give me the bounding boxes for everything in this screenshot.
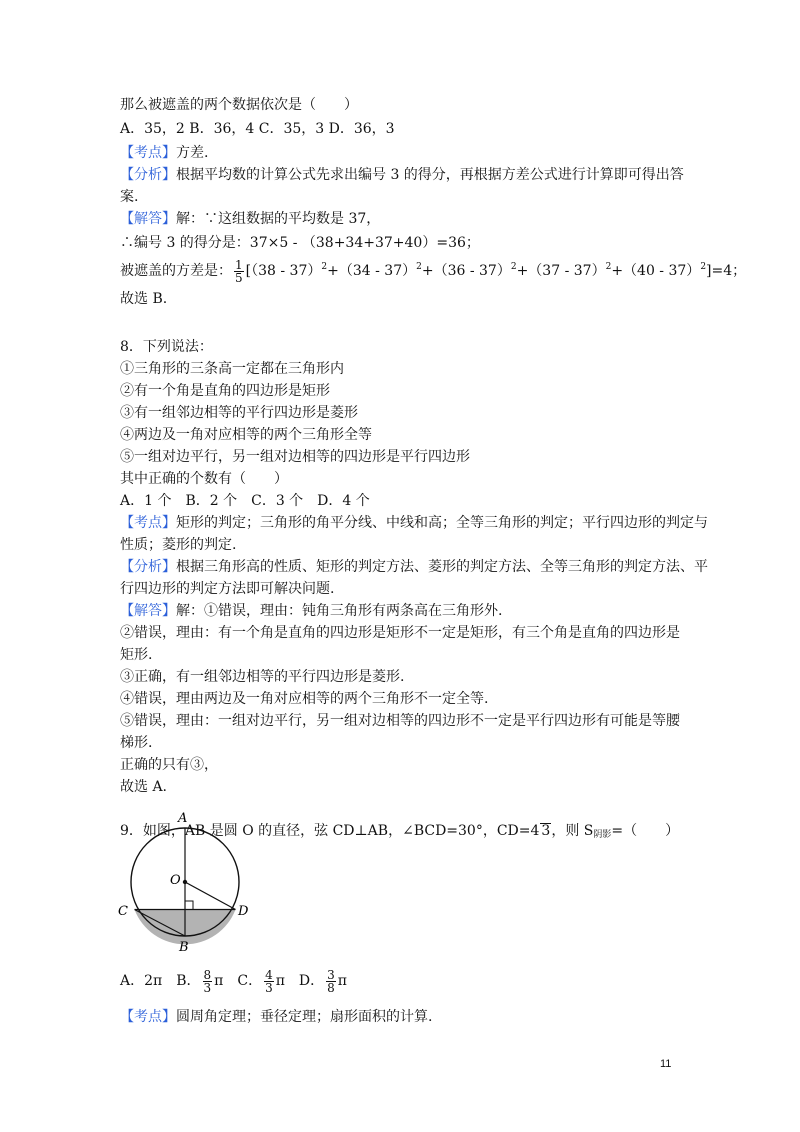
fraction-8-3: $\frac{8}{3}$ bbox=[203, 967, 212, 995]
circle-figure bbox=[115, 808, 255, 964]
fraction-3-8: $\frac{3}{8}$ bbox=[327, 967, 335, 995]
label-c: C bbox=[118, 904, 128, 919]
q8-jieda-4: ③正确，有一组邻边相等的平行四边形是菱形. bbox=[120, 669, 405, 685]
q8-fenxi-2: 行四边形的判定方法即可解决问题. bbox=[120, 581, 335, 597]
q8-statement-2: ②有一个角是直角的四边形是矩形 bbox=[120, 383, 330, 399]
q7-kaodian: 【考点】方差. bbox=[120, 145, 209, 161]
q8-jieda-8: 正确的只有③， bbox=[120, 757, 218, 773]
q8-statement-3: ③有一组邻边相等的平行四边形是菱形 bbox=[120, 405, 358, 421]
q8-jieda-3: 矩形. bbox=[120, 647, 153, 663]
jieda-tag: 【解答】 bbox=[120, 603, 176, 619]
jieda-tag: 【解答】 bbox=[120, 211, 176, 227]
q9-kaodian: 【考点】圆周角定理；垂径定理；扇形面积的计算. bbox=[120, 1009, 433, 1025]
q7-fenxi-2: 案. bbox=[120, 189, 139, 205]
q9-options: A．2π B． $\frac{8}{3}$ π C． $\frac{4}{3}$ π D． $\frac{3}{8}$ π bbox=[120, 967, 347, 995]
fraction-4-3: $\frac{4}{3}$ bbox=[265, 967, 273, 995]
q8-jieda-5: ④错误，理由两边及一角对应相等的两个三角形不一定全等. bbox=[120, 691, 489, 707]
q8-jieda: 【解答】解：①错误，理由：钝角三角形有两条高在三角形外. bbox=[120, 603, 503, 619]
label-o: O bbox=[170, 873, 181, 888]
fenxi-tag: 【分析】 bbox=[120, 559, 176, 575]
q8-statement-5: ⑤一组对边平行，另一组对边相等的四边形是平行四边形 bbox=[120, 449, 470, 465]
fenxi-tag: 【分析】 bbox=[120, 167, 176, 183]
page-number: 11 bbox=[660, 1058, 672, 1070]
q7-conclusion: 故选 B. bbox=[120, 291, 168, 307]
q7-stem: 那么被遮盖的两个数据依次是（ ） bbox=[120, 97, 358, 113]
q8-jieda-6: ⑤错误，理由：一组对边平行，另一组对边相等的四边形不一定是平行四边形有可能是等腰 bbox=[120, 713, 680, 729]
label-b: B bbox=[179, 940, 189, 955]
q7-jieda: 【解答】解：∵这组数据的平均数是 37， bbox=[120, 211, 381, 227]
center-point bbox=[183, 880, 187, 884]
q8-options: A．1 个 B．2 个 C．3 个 D．4 个 bbox=[120, 493, 370, 509]
kaodian-tag: 【考点】 bbox=[120, 515, 176, 531]
q7-variance-line: 被遮盖的方差是： $\frac{1}{5}$ [（38 - 37）$^2$+（34 - 37）$^2$+（36 - 37）$^2$+（37 - 37）$^2$+（40 - 37）$^2$]=4； bbox=[120, 257, 747, 285]
q8-jieda-2: ②错误，理由：有一个角是直角的四边形是矩形不一定是矩形，有三个角是直角的四边形是 bbox=[120, 625, 680, 641]
fraction-one-fifth: $\frac{1}{5}$ bbox=[235, 257, 243, 285]
q8-fenxi: 【分析】根据三角形高的性质、矩形的判定方法、菱形的判定方法、全等三角形的判定方法、平 bbox=[120, 559, 708, 575]
kaodian-tag: 【考点】 bbox=[120, 1009, 176, 1025]
q7-options: A．35，2 B．36，4 C．35，3 D．36，3 bbox=[120, 121, 395, 137]
q8-statement-1: ①三角形的三条高一定都在三角形内 bbox=[120, 361, 344, 377]
sqrt-three: 3 bbox=[541, 823, 551, 839]
label-a: A bbox=[178, 811, 188, 826]
q8-stem: 8．下列说法： bbox=[120, 339, 213, 355]
q8-statement-4: ④两边及一角对应相等的两个三角形全等 bbox=[120, 427, 372, 443]
kaodian-tag: 【考点】 bbox=[120, 145, 176, 161]
q7-jieda-2: ∴编号 3 的得分是：37×5 - （38+34+37+40）=36； bbox=[120, 235, 480, 251]
right-angle-mark bbox=[185, 901, 193, 910]
q8-kaodian: 【考点】矩形的判定；三角形的角平分线、中线和高；全等三角形的判定；平行四边形的判定与 bbox=[120, 515, 708, 531]
q8-conclusion: 故选 A. bbox=[120, 779, 168, 795]
q8-ask: 其中正确的个数有（ ） bbox=[120, 471, 288, 487]
q8-kaodian-2: 性质；菱形的判定. bbox=[120, 537, 237, 553]
q8-jieda-7: 梯形. bbox=[120, 735, 153, 751]
label-d: D bbox=[238, 904, 249, 919]
q7-fenxi: 【分析】根据平均数的计算公式先求出编号 3 的得分，再根据方差公式进行计算即可得出答 bbox=[120, 167, 684, 183]
q9-stem: 9．如图，AB 是圆 O 的直径，弦 CD⊥AB，∠BCD=30°，CD=4 3，则 $S_{阴影}=$（ ） bbox=[120, 823, 680, 840]
